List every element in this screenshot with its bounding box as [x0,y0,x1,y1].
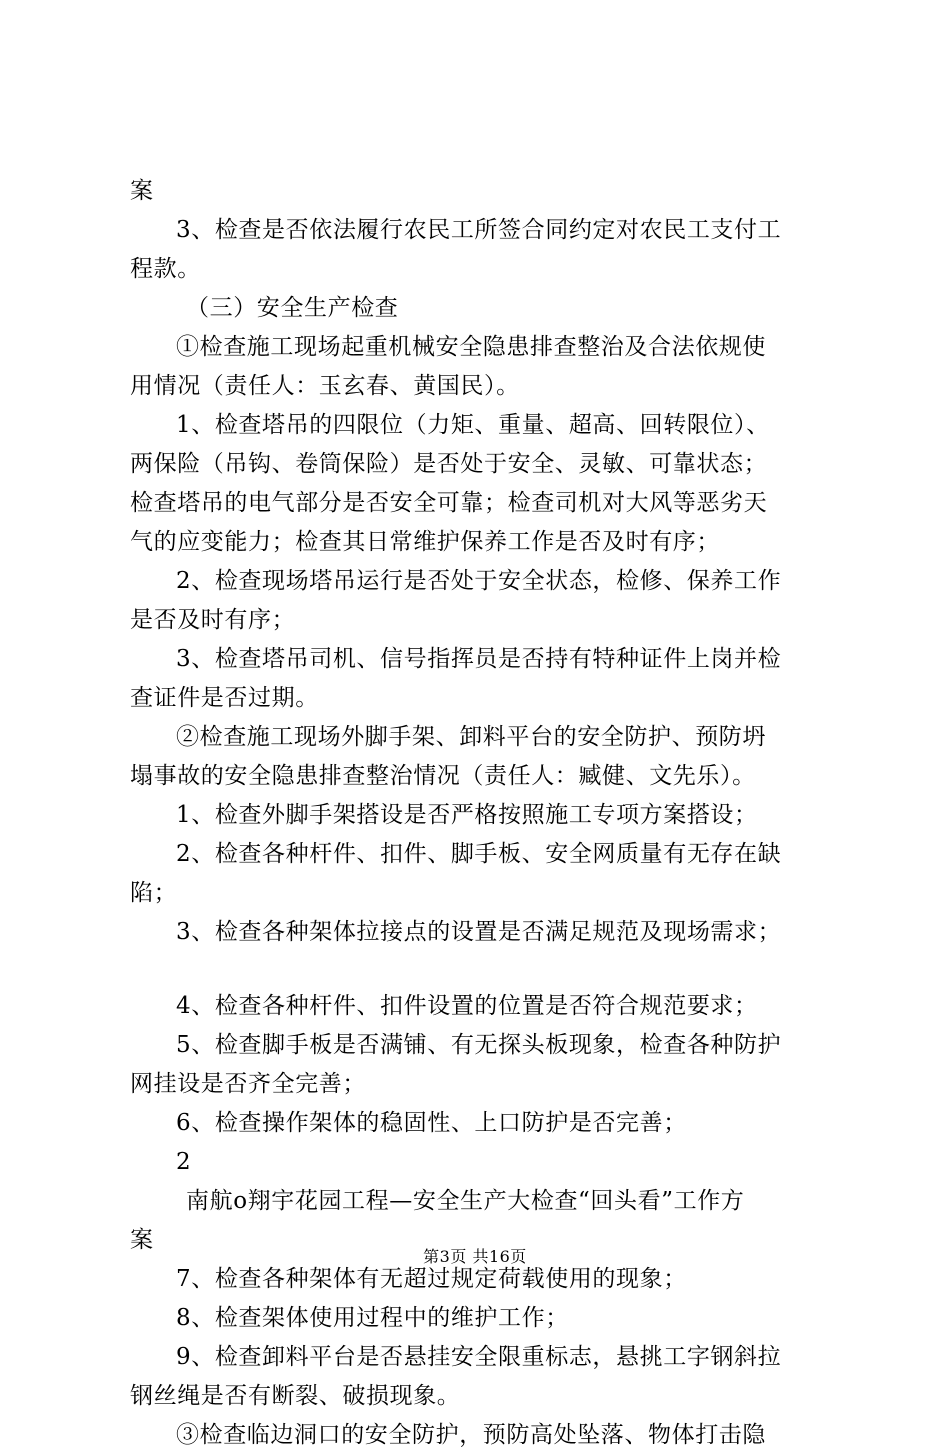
text-line: 气的应变能力；检查其日常维护保养工作是否及时有序； [130,529,720,555]
text-line: 5、检查脚手板是否满铺、有无探头板现象，检查各种防护 [176,1032,782,1058]
text-line: 6、检查操作架体的稳固性、上口防护是否完善； [176,1110,687,1136]
text-line: 案 [130,178,154,204]
text-line: ①检查施工现场起重机械安全隐患排查整治及合法依规使 [176,334,766,360]
text-line: 陷； [130,880,178,906]
text-line: 9、检查卸料平台是否悬挂安全限重标志，悬挑工字钢斜拉 [176,1344,782,1370]
text-block-lower [130,987,830,1455]
text-line: ③检查临边洞口的安全防护，预防高处坠落、物体打击隐 [176,1422,766,1448]
text-line: 3、检查各种架体拉接点的设置是否满足规范及现场需求； [176,919,782,945]
blank-line [130,952,830,987]
text-line: 查证件是否过期。 [130,685,319,711]
text-line: 用情况（责任人：玉玄春、黄国民）。 [130,373,520,399]
text-line: 2 [176,1149,192,1175]
text-line: 1、检查塔吊的四限位（力矩、重量、超高、回转限位）、 [176,412,770,438]
text-line: （三）安全生产检查 [186,295,399,321]
text-line: 是否及时有序； [130,607,296,633]
text-line: 两保险（吊钩、卷筒保险）是否处于安全、灵敏、可靠状态； [130,451,768,477]
text-line: 塌事故的安全隐患排查整治情况（责任人：臧健、文先乐）。 [130,763,756,789]
text-line: 2、检查各种杆件、扣件、脚手板、安全网质量有无存在缺 [176,841,782,867]
page-footer: 第3页 共16页 [423,1247,527,1266]
text-block-upper [130,172,830,952]
text-line: ②检查施工现场外脚手架、卸料平台的安全防护、预防坍 [176,724,766,750]
text-line: 案 [130,1227,154,1253]
text-line: 3、检查塔吊司机、信号指挥员是否持有特种证件上岗并检 [176,646,782,672]
text-line: 7、检查各种架体有无超过规定荷载使用的现象； [176,1266,687,1292]
text-line: 8、检查架体使用过程中的维护工作； [176,1305,569,1331]
text-line: 4、检查各种杆件、扣件设置的位置是否符合规范要求； [176,993,758,1019]
text-line: 程款。 [130,256,201,282]
text-line: 1、检查外脚手架搭设是否严格按照施工专项方案搭设； [176,802,758,828]
text-line: 2、检查现场塔吊运行是否处于安全状态，检修、保养工作 [176,568,782,594]
text-line: 网挂设是否齐全完善； [130,1071,366,1097]
text-line: 南航o翔宇花园工程—安全生产大检查“回头看”工作方 [186,1188,745,1214]
text-line: 检查塔吊的电气部分是否安全可靠；检查司机对大风等恶劣天 [130,490,768,516]
text-line: 3、检查是否依法履行农民工所签合同约定对农民工支付工 [176,217,782,243]
text-line: 钢丝绳是否有断裂、破损现象。 [130,1383,461,1409]
